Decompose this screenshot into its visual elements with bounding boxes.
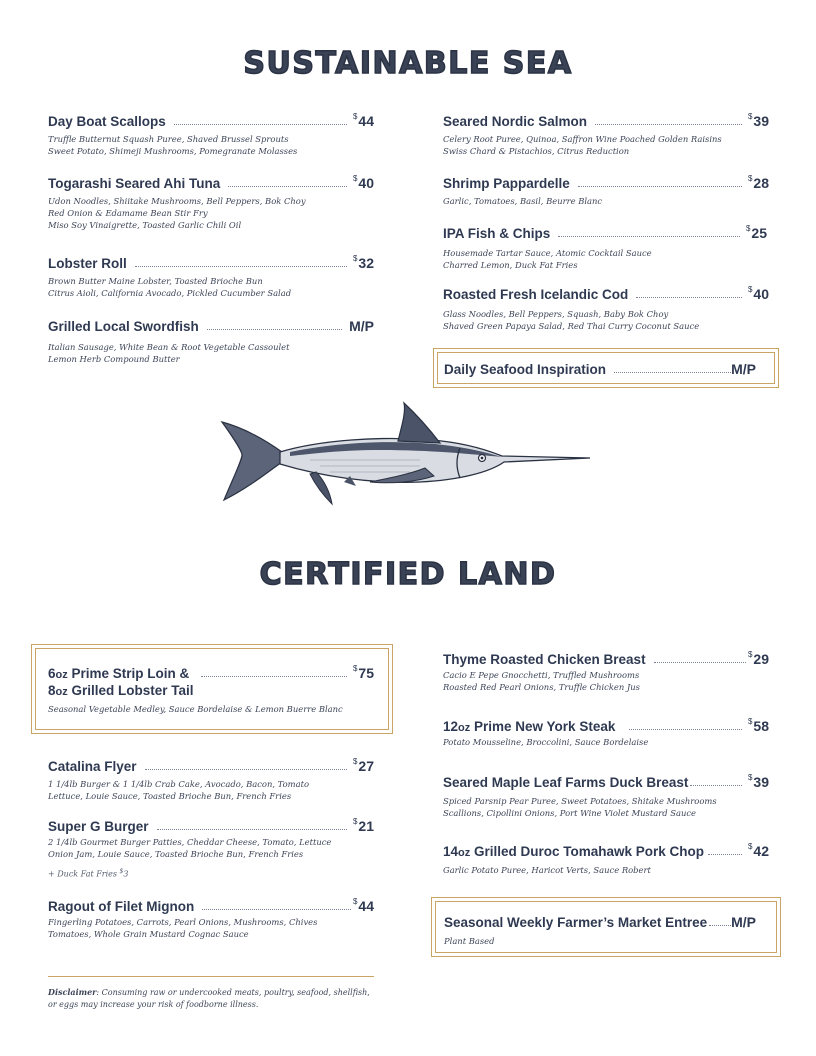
leader-dots (636, 297, 742, 298)
item-price: M/P (349, 318, 374, 334)
item-price: $44 (352, 897, 374, 914)
featured-item-box (435, 901, 777, 953)
item-description: Brown Butter Maine Lobster, Toasted Brioche Bun Citrus Aioli, California Avocado, Pickled Cucumber Salad (48, 276, 292, 298)
item-description: Housemade Tartar Sauce, Atomic Cocktail Sauce Charred Lemon, Duck Fat Fries (443, 248, 652, 270)
item-name: Seared Nordic Salmon (443, 114, 588, 129)
menu-item (443, 651, 769, 693)
item-name: IPA Fish & Chips (443, 226, 551, 241)
item-name: Togarashi Seared Ahi Tuna (48, 176, 221, 191)
item-name: Shrimp Pappardelle (443, 176, 570, 191)
item-description: Truffle Butternut Squash Puree, Shaved Brussel Sprouts Sweet Potato, Shimeji Mushrooms, Pomegranate Molasses (48, 134, 298, 156)
divider (48, 976, 374, 977)
leader-dots (614, 372, 731, 373)
item-name: Day Boat Scallops (48, 114, 166, 129)
leader-dots (135, 266, 347, 267)
item-description: 1 1/4lb Burger & 1 1/4lb Crab Cake, Avocado, Bacon, Tomato Lettuce, Louie Sauce, Toasted Brioche Bun, French Fries (48, 779, 309, 801)
item-name: Daily Seafood Inspiration (444, 362, 607, 377)
item-price: $40 (352, 174, 374, 191)
leader-dots (145, 769, 347, 770)
leader-dots (157, 829, 347, 830)
menu-item (48, 818, 374, 879)
item-name: 12oz Prime New York Steak (443, 719, 616, 734)
item-price: $39 (747, 112, 769, 129)
swordfish-illustration (220, 400, 600, 510)
leader-dots (709, 925, 731, 926)
menu-item (48, 113, 374, 157)
menu-item (48, 758, 374, 802)
menu-item (443, 175, 769, 207)
leader-dots (207, 329, 342, 330)
leader-dots (558, 236, 740, 237)
featured-item-box (437, 352, 775, 384)
item-description: Garlic, Tomatoes, Basil, Beurre Blanc (443, 196, 603, 206)
item-description: Plant Based (444, 936, 495, 946)
item-price: $29 (747, 650, 769, 667)
menu-item (443, 286, 769, 332)
menu-item (48, 175, 374, 231)
item-name-line2: 8oz Grilled Lobster Tail (48, 683, 194, 698)
item-price: $75 (352, 664, 374, 681)
item-price: $40 (747, 285, 769, 302)
leader-dots (690, 785, 742, 786)
item-description: 2 1/4lb Gourmet Burger Patties, Cheddar Cheese, Tomato, Lettuce Onion Jam, Louie Sauce, Toasted Brioche Bun, French Fries (48, 837, 332, 859)
item-price: $58 (747, 717, 769, 734)
leader-dots (629, 729, 742, 730)
menu-item (48, 898, 374, 940)
item-price: $39 (747, 773, 769, 790)
item-description: Glass Noodles, Bell Peppers, Squash, Baby Bok Choy Shaved Green Papaya Salad, Red Thai Curry Coconut Sauce (443, 309, 700, 331)
item-name: Seared Maple Leaf Farms Duck Breast (443, 775, 689, 790)
item-description: Fingerling Potatoes, Carrots, Pearl Onions, Mushrooms, Chives Tomatoes, Whole Grain Mustard Cognac Sauce (48, 917, 318, 939)
item-description: Celery Root Puree, Quinoa, Saffron Wine Poached Golden Raisins Swiss Chard & Pistachios, Citrus Reduction (443, 134, 722, 156)
item-price: $32 (352, 254, 374, 271)
item-description: Spiced Parsnip Pear Puree, Sweet Potatoes, Shitake Mushrooms Scallions, Cipollini Onions, Port Wine Violet Mustard Sauce (443, 796, 717, 818)
item-price: $28 (747, 174, 769, 191)
item-name: Thyme Roasted Chicken Breast (443, 652, 646, 667)
leader-dots (708, 854, 742, 855)
item-description: Cacio E Pepe Gnocchetti, Truffled Mushrooms Roasted Red Pearl Onions, Truffle Chicken Jus (443, 670, 640, 692)
menu-item (48, 318, 374, 365)
item-price: M/P (731, 914, 756, 930)
land-section-title: CERTIFIED LAND (259, 557, 557, 592)
item-price: $25 (745, 224, 767, 241)
item-addon: + Duck Fat Fries $3 (48, 868, 129, 879)
item-name: Roasted Fresh Icelandic Cod (443, 287, 629, 302)
menu-item (443, 718, 769, 748)
item-name: Lobster Roll (48, 256, 127, 271)
item-description: Potato Mousseline, Broccolini, Sauce Bordelaise (443, 737, 649, 747)
item-name: Seasonal Weekly Farmer’s Market Entree (444, 915, 708, 930)
item-price: $42 (747, 842, 769, 859)
item-price: $44 (352, 112, 374, 129)
leader-dots (174, 124, 347, 125)
menu-item (443, 774, 769, 819)
item-name: Catalina Flyer (48, 759, 137, 774)
item-name: Ragout of Filet Mignon (48, 899, 195, 914)
leader-dots (654, 662, 746, 663)
item-name: 14oz Grilled Duroc Tomahawk Pork Chop (443, 844, 705, 859)
item-price: M/P (731, 361, 756, 377)
item-description: Garlic Potato Puree, Haricot Verts, Sauce Robert (443, 865, 651, 875)
leader-dots (578, 186, 742, 187)
leader-dots (202, 909, 351, 910)
item-price: $27 (352, 757, 374, 774)
leader-dots (228, 186, 347, 187)
menu-item (443, 225, 767, 271)
menu-item (443, 113, 769, 157)
item-price: $21 (352, 817, 374, 834)
item-name: Super G Burger (48, 819, 149, 834)
featured-item-box (35, 648, 389, 730)
item-name: 6oz Prime Strip Loin & (48, 666, 190, 681)
leader-dots (201, 676, 347, 677)
item-name: Grilled Local Swordfish (48, 319, 199, 334)
sea-section-title: SUSTAINABLE SEA (243, 46, 573, 81)
leader-dots (595, 124, 742, 125)
menu-item (443, 843, 769, 876)
menu-item (48, 255, 374, 299)
disclaimer: Disclaimer: Consuming raw or undercooked meats, poultry, seafood, shellfish, or eggs may increase your risk of foodborne illness. (48, 987, 370, 1009)
item-description: Seasonal Vegetable Medley, Sauce Bordelaise & Lemon Buerre Blanc (48, 704, 343, 714)
item-description: Udon Noodles, Shiitake Mushrooms, Bell Peppers, Bok Choy Red Onion & Edamame Bean Stir Fry Miso Soy Vinaigrette, Toasted Garlic Chili Oil (48, 196, 306, 230)
item-description: Italian Sausage, White Bean & Root Vegetable Cassoulet Lemon Herb Compound Butter (48, 342, 290, 364)
